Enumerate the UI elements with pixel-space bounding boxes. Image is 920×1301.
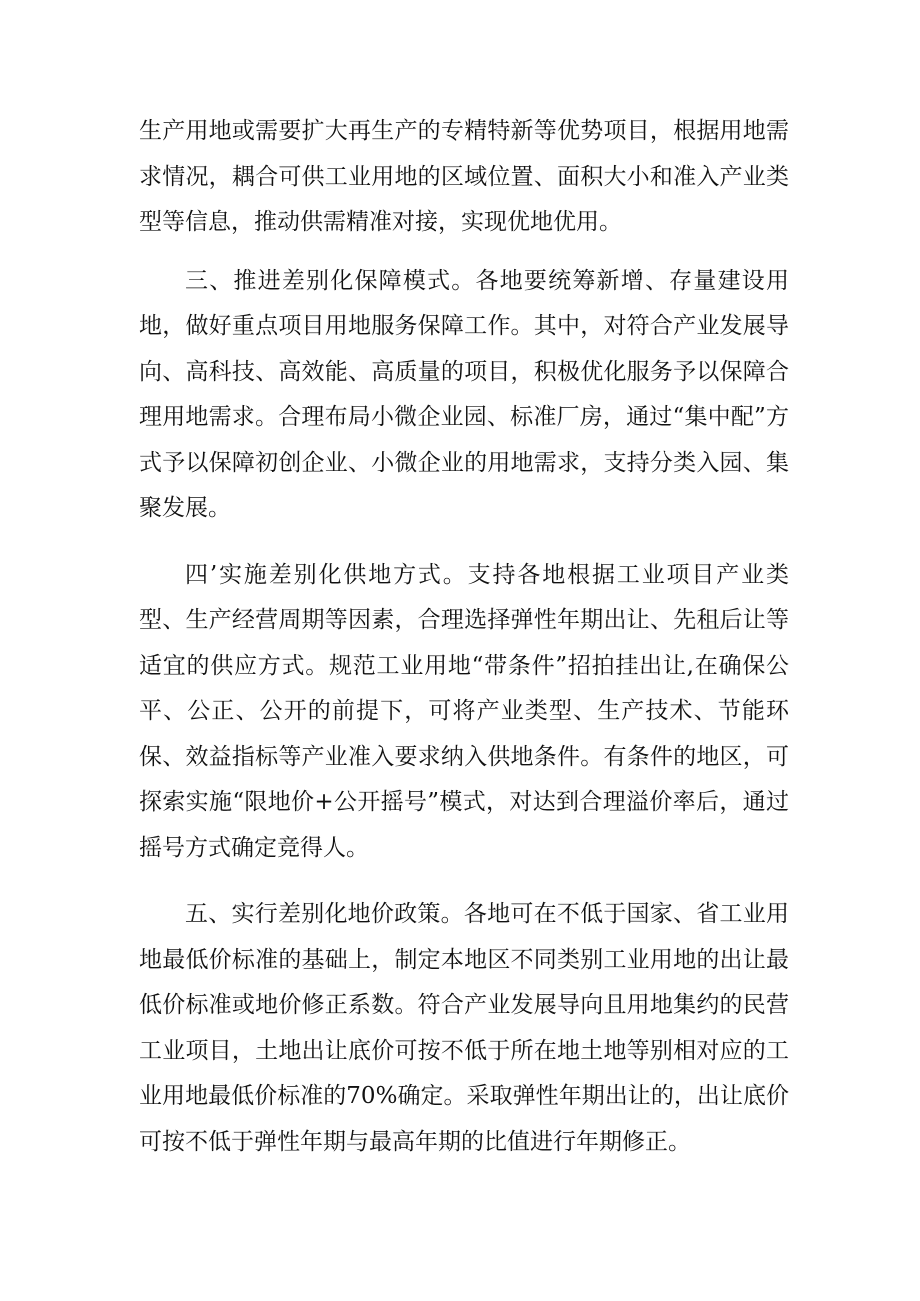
paragraph-section-three: 三、推进差别化保障模式。各地要统筹新增、存量建设用地，做好重点项目用地服务保障工作。其中，对符合产业发展导向、高科技、高效能、高质量的项目，积极优化服务予以保障合理用地需求。合理布局小微企业园、标准厂房，通过“集中配”方式予以保障初创企业、小微企业的用地需求，支持分类入园、集聚发展。 [139, 267, 789, 521]
document-body [139, 109, 789, 1165]
paragraph-section-four: 四’实施差别化供地方式。支持各地根据工业项目产业类型、生产经营周期等因素，合理选择弹性年期出让、先租后让等适宜的供应方式。规范工业用地“带条件”招拍挂出让,在确保公平、公正、公开的前提下，可将产业类型、生产技术、节能环保、效益指标等产业准入要求纳入供地条件。有条件的地区，可探索实施“限地价+公开摇号”模式，对达到合理溢价率后，通过摇号方式确定竞得人。 [139, 561, 789, 861]
paragraph-continuation: 生产用地或需要扩大再生产的专精特新等优势项目，根据用地需求情况，耦合可供工业用地的区域位置、面积大小和准入产业类型等信息，推动供需精准对接，实现优地优用。 [139, 118, 789, 235]
paragraph-section-five: 五、实行差别化地价政策。各地可在不低于国家、省工业用地最低价标准的基础上，制定本地区不同类别工业用地的出让最低价标准或地价修正系数。符合产业发展导向且用地集约的民营工业项目，土地出让底价可按不低于所在地土地等别相对应的工业用地最低价标准的70%确定。采取弹性年期出让的，出让底价可按不低于弹性年期与最高年期的比值进行年期修正。 [139, 901, 789, 1155]
